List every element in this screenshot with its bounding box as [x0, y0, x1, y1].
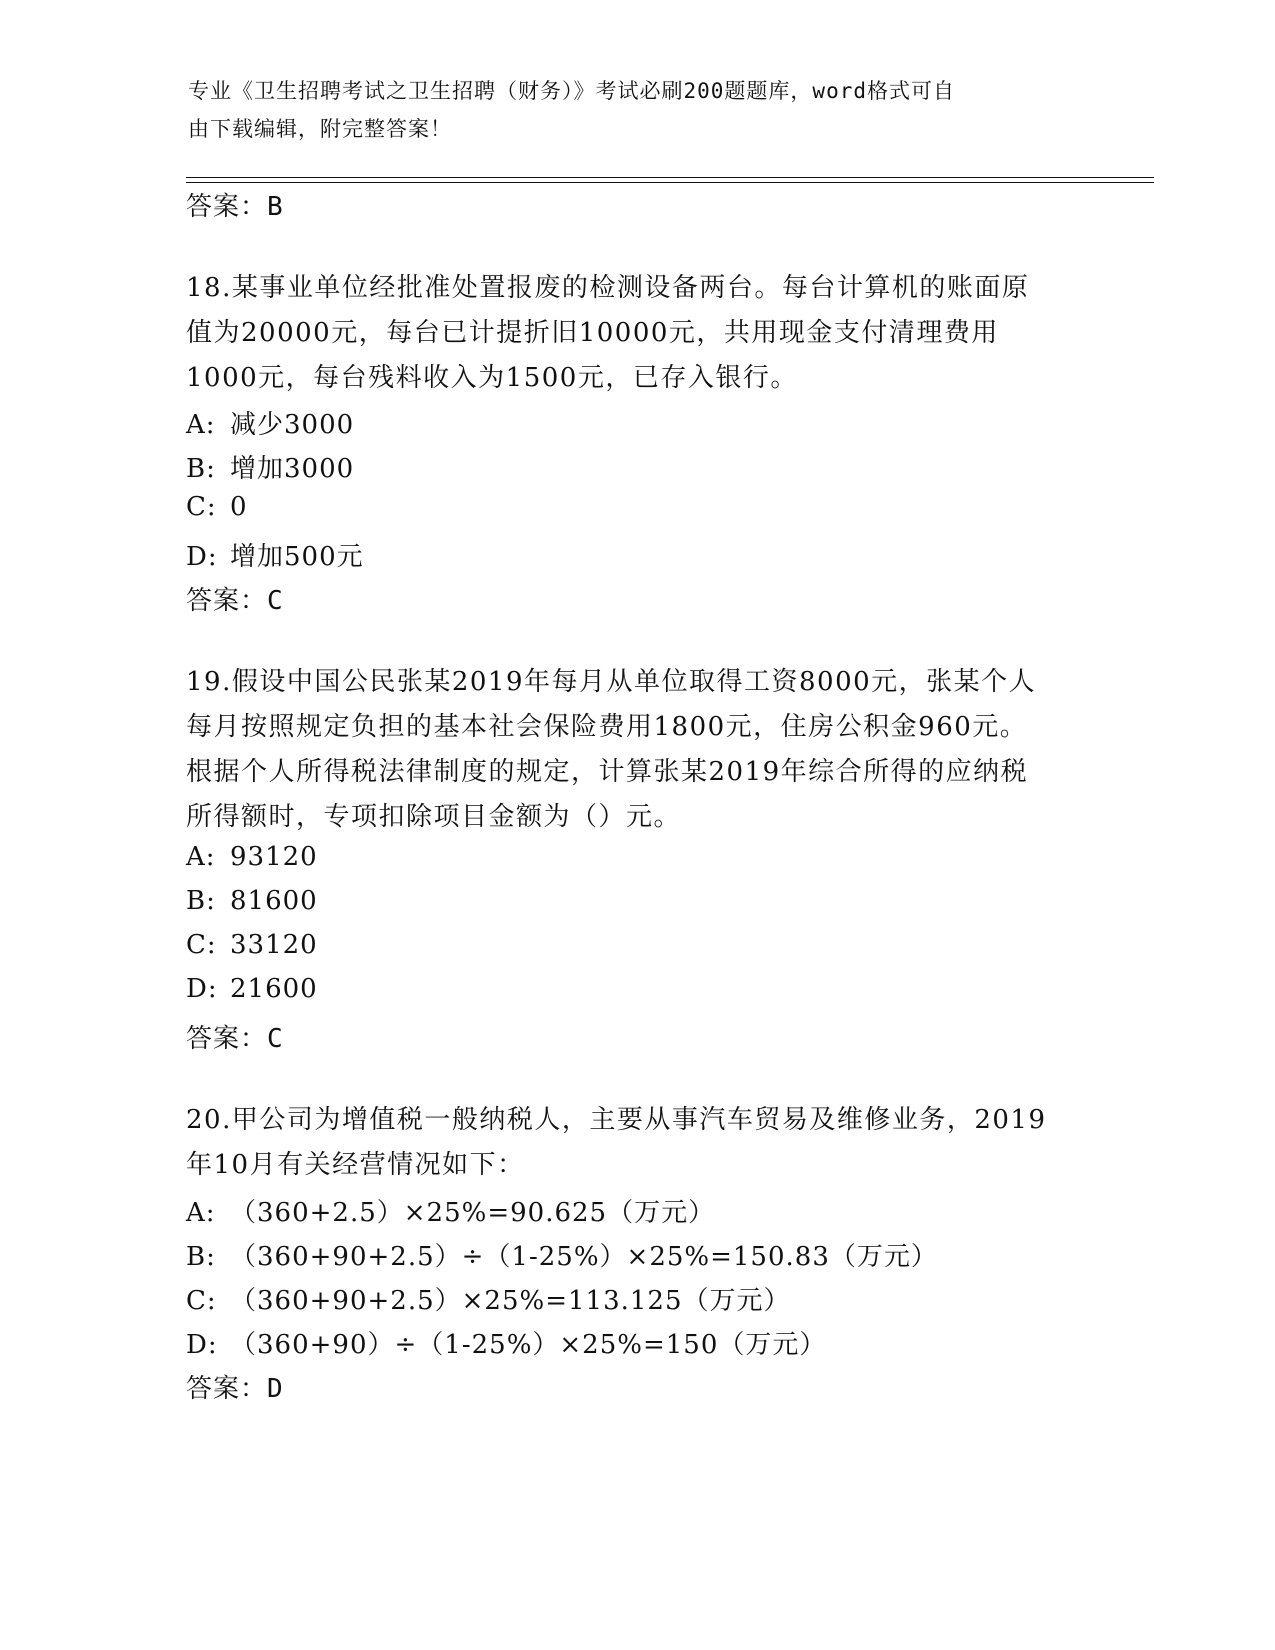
- question-18: [186, 266, 1076, 401]
- question-20: [186, 1098, 1076, 1188]
- header-divider-bottom: [186, 182, 1154, 183]
- option-text: 增加3000: [230, 454, 355, 484]
- option-letter: A:: [186, 842, 216, 872]
- option-a: [186, 842, 318, 872]
- answer-20: 答案：D: [186, 1374, 284, 1404]
- option-a: [186, 1192, 715, 1229]
- question-line: 根据个人所得税法律制度的规定，计算张某2019年综合所得的应纳税: [186, 757, 1029, 787]
- header-line-1: 专业《卫生招聘考试之卫生招聘（财务）》考试必刷200题题库，word格式可自: [188, 79, 955, 103]
- question-line: 1000元，每台残料收入为1500元，已存入银行。: [186, 363, 798, 393]
- option-text: 0: [230, 492, 248, 522]
- question-line: 值为20000元，每台已计提折旧10000元，共用现金支付清理费用: [186, 318, 999, 348]
- question-line: 年10月有关经营情况如下：: [186, 1150, 525, 1180]
- option-letter: B:: [186, 1242, 216, 1272]
- option-letter: C:: [186, 930, 217, 960]
- option-letter: B:: [186, 886, 216, 916]
- option-letter: A:: [186, 410, 216, 440]
- question-19: [186, 660, 1076, 840]
- option-text: 减少3000: [230, 410, 355, 440]
- option-c: [186, 1280, 791, 1317]
- option-letter: C:: [186, 492, 217, 522]
- option-text: 增加500元: [230, 542, 364, 572]
- option-text: （360+90+2.5）÷（1-25%）×25%=150.83（万元）: [230, 1242, 938, 1272]
- answer-17: 答案：B: [186, 192, 284, 222]
- header-line-2: 由下载编辑，附完整答案！: [188, 117, 452, 141]
- question-line: 20.甲公司为增值税一般纳税人，主要从事汽车贸易及维修业务，2019: [186, 1105, 1047, 1135]
- option-letter: A:: [186, 1198, 216, 1228]
- option-letter: B:: [186, 454, 216, 484]
- option-b: [186, 1236, 938, 1273]
- option-text: （360+2.5）×25%=90.625（万元）: [230, 1198, 716, 1228]
- header-divider-top: [186, 177, 1154, 178]
- option-letter: D:: [186, 974, 218, 1004]
- option-text: （360+90）÷（1-25%）×25%=150（万元）: [230, 1330, 827, 1360]
- option-text: （360+90+2.5）×25%=113.125（万元）: [230, 1286, 791, 1316]
- question-line: 18.某事业单位经批准处置报废的检测设备两台。每台计算机的账面原: [186, 273, 1030, 303]
- option-letter: C:: [186, 1286, 217, 1316]
- option-a: [186, 404, 354, 441]
- option-text: 33120: [230, 930, 318, 960]
- option-b: [186, 448, 354, 485]
- option-text: 21600: [230, 974, 318, 1004]
- option-c: [186, 492, 248, 522]
- option-d: [186, 1324, 826, 1361]
- question-line: 每月按照规定负担的基本社会保险费用1800元，住房公积金960元。: [186, 712, 1028, 742]
- option-d: [186, 536, 364, 573]
- page-header: [188, 72, 1068, 148]
- option-d: [186, 974, 318, 1004]
- option-letter: D:: [186, 1330, 218, 1360]
- answer-18: 答案：C: [186, 586, 284, 616]
- option-text: 93120: [230, 842, 318, 872]
- answer-19: 答案：C: [186, 1024, 284, 1054]
- option-b: [186, 886, 318, 916]
- option-letter: D:: [186, 542, 218, 572]
- question-line: 19.假设中国公民张某2019年每月从单位取得工资8000元，张某个人: [186, 667, 1037, 697]
- option-c: [186, 930, 318, 960]
- question-line: 所得额时，专项扣除项目金额为（）元。: [186, 802, 682, 832]
- option-text: 81600: [230, 886, 318, 916]
